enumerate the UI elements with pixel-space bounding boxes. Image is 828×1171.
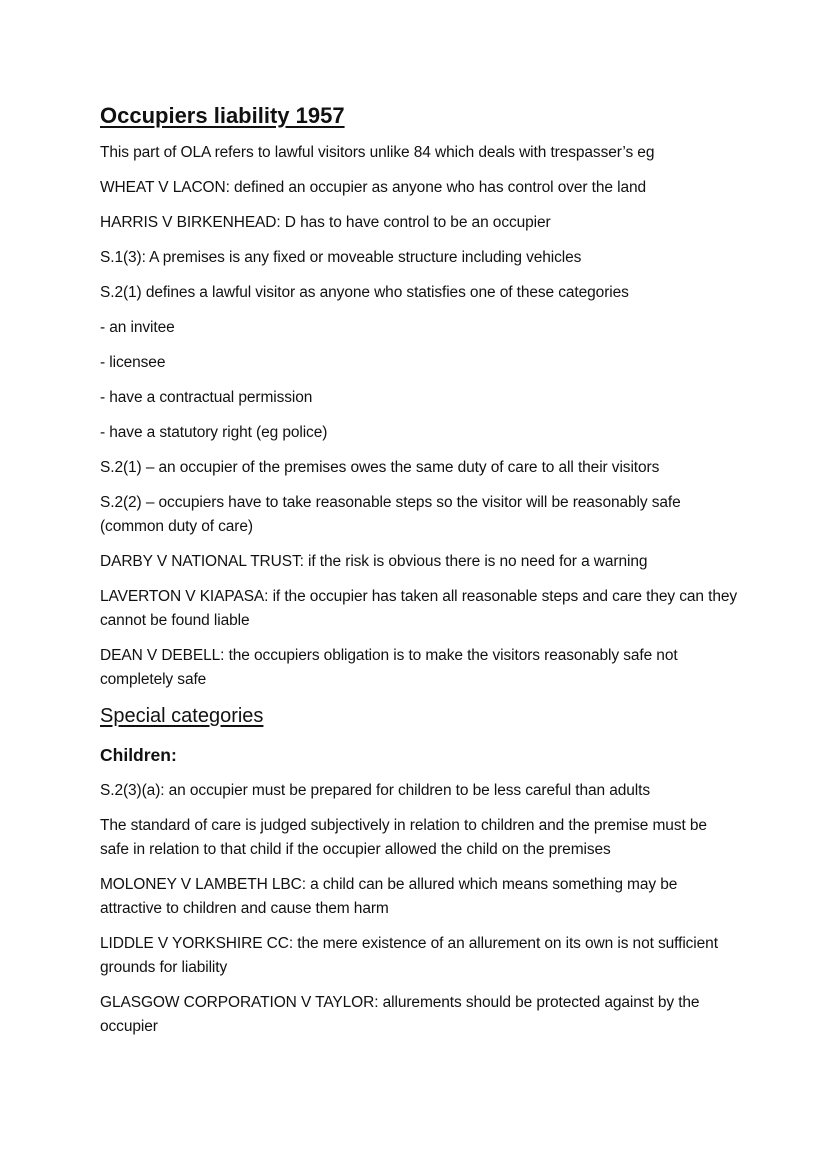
sub-heading-children: Children: — [100, 745, 177, 765]
paragraph-liddle-v-yorkshire: LIDDLE V YORKSHIRE CC: the mere existence of an allurement on its own is not sufficient grounds for liability — [100, 935, 718, 976]
paragraph-standard-of-care: The standard of care is judged subjectively in relation to children and the premise must be safe in relation to that child if the occupier allowed the child on the premises — [100, 817, 707, 858]
paragraph-moloney-v-lambeth: MOLONEY V LAMBETH LBC: a child can be allured which means something may be attractive to children and cause them harm — [100, 876, 678, 917]
paragraph-s1-3: S.1(3): A premises is any fixed or moveable structure including vehicles — [100, 249, 582, 266]
paragraph-harris-v-birkenhead: HARRIS V BIRKENHEAD: D has to have control to be an occupier — [100, 214, 551, 231]
paragraph-laverton-v-kiapasa: LAVERTON V KIAPASA: if the occupier has taken all reasonable steps and care they can they cannot be found liable — [100, 588, 738, 629]
paragraph-s2-2: S.2(2) – occupiers have to take reasonable steps so the visitor will be reasonably safe (common duty of care) — [100, 494, 681, 535]
document-page — [100, 103, 740, 1050]
document-title: Occupiers liability 1957 — [100, 103, 345, 128]
paragraph-s2-1-definition: S.2(1) defines a lawful visitor as anyone who statisfies one of these categories — [100, 284, 629, 301]
paragraph-ola-intro: This part of OLA refers to lawful visitors unlike 84 which deals with trespasser’s eg — [100, 144, 655, 161]
section-heading-special-categories: Special categories — [100, 705, 264, 727]
paragraph-darby-v-national-trust: DARBY V NATIONAL TRUST: if the risk is obvious there is no need for a warning — [100, 553, 648, 570]
list-item-licensee: - licensee — [100, 354, 166, 371]
paragraph-s2-1-duty: S.2(1) – an occupier of the premises owes the same duty of care to all their visitors — [100, 459, 660, 476]
paragraph-s2-3-a: S.2(3)(a): an occupier must be prepared for children to be less careful than adults — [100, 782, 650, 799]
paragraph-glasgow-corporation-v-taylor: GLASGOW CORPORATION V TAYLOR: allurements should be protected against by the occupier — [100, 994, 700, 1035]
list-item-contractual-permission: - have a contractual permission — [100, 389, 313, 406]
paragraph-dean-v-debell: DEAN V DEBELL: the occupiers obligation is to make the visitors reasonably safe not completely safe — [100, 647, 678, 688]
list-item-invitee: - an invitee — [100, 319, 175, 336]
paragraph-wheat-v-lacon: WHEAT V LACON: defined an occupier as anyone who has control over the land — [100, 179, 647, 196]
list-item-statutory-right: - have a statutory right (eg police) — [100, 424, 328, 441]
